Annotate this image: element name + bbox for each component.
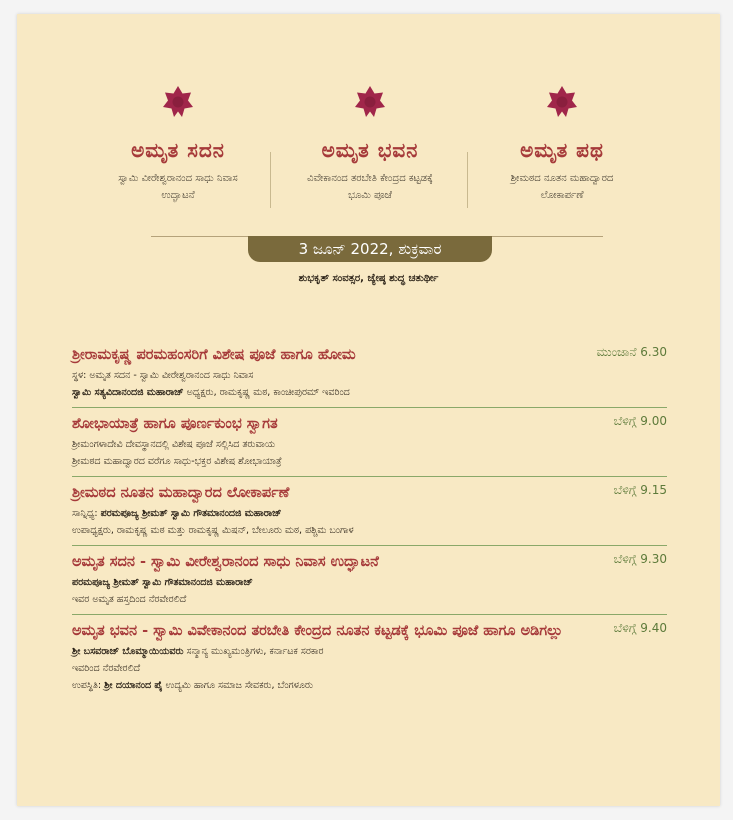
- feature-title: ಅಮೃತ ಭವನ: [321, 138, 419, 162]
- feature-title: ಅಮೃತ ಪಥ: [520, 138, 604, 162]
- event-title: ಅಮೃತ ಭವನ - ಸ್ವಾಮಿ ವಿವೇಕಾನಂದ ತರಬೇತಿ ಕೇಂದ್ರದ ನೂತನ ಕಟ್ಟಡಕ್ಕೆ ಭೂಮಿ ಪೂಜೆ ಹಾಗೂ ಅಡಿಗಲ್ಲು: [72, 623, 563, 639]
- person-name: ಶ್ರೀ ಬಸವರಾಜ್ ಬೊಮ್ಮಾಯಿಯವರು: [72, 646, 184, 657]
- event-detail: [72, 574, 667, 591]
- person-designation: ಉದ್ಯಮಿ ಹಾಗೂ ಸಮಾಜ ಸೇವಕರು, ಬೆಂಗಳೂರು: [162, 680, 313, 691]
- event-item: [72, 615, 667, 700]
- event-detail: [72, 643, 667, 660]
- person-name: ಪರಮಪೂಜ್ಯ ಶ್ರೀಮತ್ ಸ್ವಾಮಿ ಗೌತಮಾನಂದಜಿ ಮಹಾರಾಜ್: [100, 508, 282, 519]
- feature-amrutha-sadana: [83, 84, 273, 204]
- detail-label: ಉಪಸ್ಥಿತಿ:: [72, 680, 105, 691]
- event-schedule: [72, 339, 667, 700]
- lotus-flower-icon: [352, 84, 388, 120]
- event-detail: ಸ್ಥಳ: ಅಮೃತ ಸದನ - ಸ್ವಾಮಿ ವೀರೇಶ್ವರಾನಂದ ಸಾಧು ನಿವಾಸ: [72, 370, 254, 381]
- detail-label: ಸಾನ್ನಿಧ್ಯ:: [72, 508, 101, 519]
- person-name: ಸ್ವಾಮಿ ಸತ್ಯವಿದಾನಂದಜಿ ಮಹಾರಾಜ್: [72, 387, 184, 398]
- event-detail: [72, 384, 667, 401]
- event-title: ಶ್ರೀಮಠದ ನೂತನ ಮಹಾದ್ವಾರದ ಲೋಕಾರ್ಪಣೆ: [72, 485, 290, 501]
- feature-subtitle: [83, 170, 273, 204]
- lotus-flower-icon: [160, 84, 196, 120]
- feature-subtitle-line: ಶ್ರೀಮಠದ ನೂತನ ಮಹಾದ್ವಾರದ: [510, 173, 614, 184]
- date-banner: 3 ಜೂನ್ 2022, ಶುಕ್ರವಾರ: [248, 236, 492, 262]
- feature-subtitle: [275, 170, 465, 204]
- divider: [270, 152, 271, 208]
- event-detail: [72, 505, 667, 522]
- feature-subtitle-line: ಸ್ವಾಮಿ ವೀರೇಶ್ವರಾನಂದ ಸಾಧು ನಿವಾಸ: [118, 173, 238, 184]
- event-item: [72, 339, 667, 408]
- samvatsara-text: ಶುಭಕೃತ್ ಸಂವತ್ಸರ, ಜ್ಯೇಷ್ಠ ಶುದ್ಧ ಚತುರ್ಥೀ: [298, 273, 439, 284]
- event-detail: ಶ್ರೀಮಠದ ಮಹಾದ್ವಾರದ ವರೆಗೂ ಸಾಧು-ಭಕ್ತರ ವಿಶೇಷ ಶೋಭಾಯಾತ್ರೆ: [72, 456, 282, 467]
- event-time: ಬೆಳಿಗ್ಗೆ 9.00: [613, 414, 667, 428]
- feature-title: ಅಮೃತ ಸದನ: [131, 138, 225, 162]
- feature-row: [17, 84, 720, 224]
- event-time: ಬೆಳಿಗ್ಗೆ 9.40: [613, 621, 667, 635]
- event-detail: ಇವರ ಅಮೃತ ಹಸ್ತದಿಂದ ನೆರವೇರಲಿದೆ: [72, 594, 187, 605]
- invitation-card: [17, 14, 720, 806]
- event-title: ಶ್ರೀರಾಮಕೃಷ್ಣ ಪರಮಹಂಸರಿಗೆ ವಿಶೇಷ ಪೂಜೆ ಹಾಗೂ ಹೋಮ: [72, 347, 356, 363]
- event-detail: ಉಪಾಧ್ಯಕ್ಷರು, ರಾಮಕೃಷ್ಣ ಮಠ ಮತ್ತು ರಾಮಕೃಷ್ಣ ಮಿಷನ್, ಬೇಲೂರು ಮಠ, ಪಶ್ಚಿಮ ಬಂಗಾಳ: [72, 525, 354, 536]
- event-item: [72, 408, 667, 477]
- person-name: ಪರಮಪೂಜ್ಯ ಶ್ರೀಮತ್ ಸ್ವಾಮಿ ಗೌತಮಾನಂದಜಿ ಮಹಾರಾಜ್: [72, 577, 253, 588]
- feature-subtitle: [467, 170, 657, 204]
- feature-subtitle-line: ಲೋಕಾರ್ಪಣೆ: [540, 190, 584, 201]
- feature-subtitle-line: ವಿವೇಕಾನಂದ ತರಬೇತಿ ಕೇಂದ್ರದ ಕಟ್ಟಡಕ್ಕೆ: [307, 173, 433, 184]
- feature-amrutha-patha: [467, 84, 657, 204]
- event-detail: [72, 677, 667, 694]
- event-item: [72, 546, 667, 615]
- event-title: ಶೋಭಾಯಾತ್ರೆ ಹಾಗೂ ಪೂರ್ಣಕುಂಭ ಸ್ವಾಗತ: [72, 416, 278, 432]
- event-time: ಮುಂಜಾನೆ 6.30: [596, 345, 667, 359]
- person-designation: ಅಧ್ಯಕ್ಷರು, ರಾಮಕೃಷ್ಣ ಮಠ, ಕಾಂಚೀಪುರಮ್ ಇವರಿಂದ: [183, 387, 350, 398]
- feature-subtitle-line: ಭೂಮಿ ಪೂಜೆ: [348, 190, 392, 201]
- event-detail: ಇವರಿಂದ ನೆರವೇರಲಿದೆ: [72, 663, 141, 674]
- person-name: ಶ್ರೀ ದಯಾನಂದ ಪೈ: [104, 680, 163, 691]
- event-title: ಅಮೃತ ಸದನ - ಸ್ವಾಮಿ ವೀರೇಶ್ವರಾನಂದ ಸಾಧು ನಿವಾಸ ಉದ್ಘಾಟನೆ: [72, 554, 379, 570]
- person-designation: ಸನ್ಮಾನ್ಯ ಮುಖ್ಯಮಂತ್ರಿಗಳು, ಕರ್ನಾಟಕ ಸರಕಾರ: [183, 646, 324, 657]
- lotus-flower-icon: [544, 84, 580, 120]
- feature-amrutha-bhavana: [275, 84, 465, 204]
- feature-subtitle-line: ಉದ್ಘಾಟನೆ: [161, 190, 195, 201]
- event-time: ಬೆಳಿಗ್ಗೆ 9.15: [613, 483, 667, 497]
- event-item: [72, 477, 667, 546]
- event-time: ಬೆಳಿಗ್ಗೆ 9.30: [613, 552, 667, 566]
- event-detail: ಶ್ರೀಮಂಗಳಾದೇವಿ ದೇವಸ್ಥಾನದಲ್ಲಿ ವಿಶೇಷ ಪೂಜೆ ಸಲ್ಲಿಸಿದ ತರುವಾಯ: [72, 439, 276, 450]
